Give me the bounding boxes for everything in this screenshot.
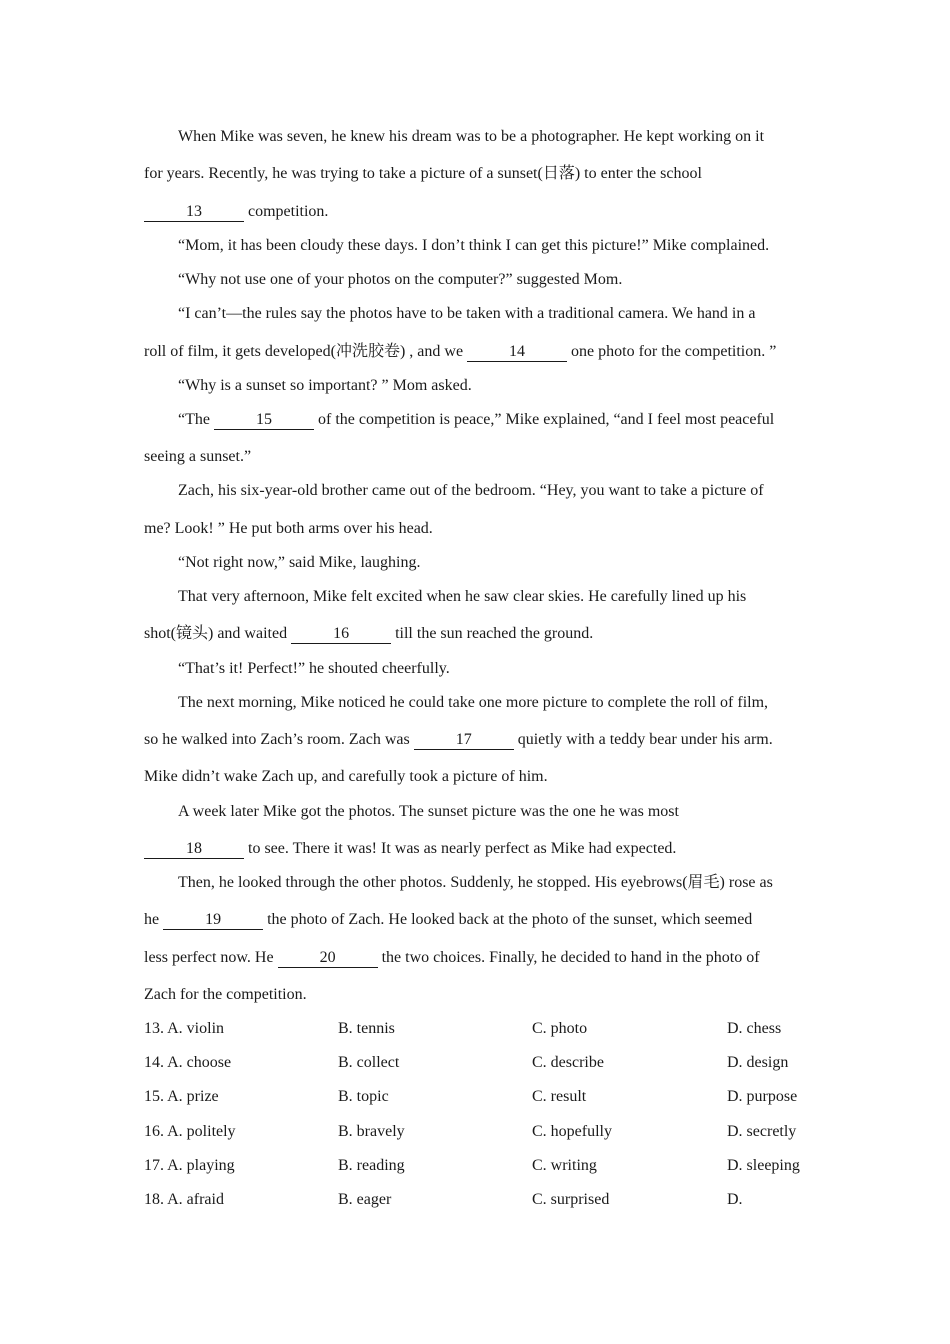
passage-text: till the sun reached the ground. (391, 625, 594, 642)
option-a: 13. A. violin (144, 1020, 225, 1037)
passage-text: of the competition is peace,” Mike explained, “and I feel most peaceful (313, 411, 775, 428)
blank-18: 18 (144, 840, 244, 859)
passage-text: the two choices. Finally, he decided to hand in the photo of (377, 949, 760, 966)
passage-text: so he walked into Zach’s room. Zach was (144, 731, 414, 748)
option-c: C. describe (532, 1054, 604, 1071)
option-a: 18. A. afraid (144, 1191, 224, 1208)
passage-line (144, 730, 773, 750)
passage-text: the photo of Zach. He looked back at the photo of the sunset, which seemed (263, 911, 753, 928)
blank-19: 19 (163, 911, 263, 930)
passage-line: me? Look! ” He put both arms over his head. (144, 520, 433, 537)
passage-text: “The (178, 411, 214, 428)
option-c: C. surprised (532, 1191, 610, 1208)
option-b: B. collect (338, 1054, 400, 1071)
option-c: C. photo (532, 1020, 588, 1037)
passage-line (144, 342, 776, 362)
blank-20: 20 (278, 949, 378, 968)
passage-line (144, 839, 676, 859)
passage-line: A week later Mike got the photos. The sunset picture was the one he was most (178, 803, 679, 820)
passage-line: Mike didn’t wake Zach up, and carefully took a picture of him. (144, 768, 548, 785)
passage-line: for years. Recently, he was trying to take a picture of a sunset(日落) to enter the school (144, 165, 702, 182)
passage-line (178, 410, 774, 430)
option-a: 16. A. politely (144, 1123, 236, 1140)
blank-14: 14 (467, 343, 567, 362)
option-d: D. (727, 1191, 743, 1208)
blank-15: 15 (214, 411, 314, 430)
blank-13: 13 (144, 203, 244, 222)
option-b: B. eager (338, 1191, 392, 1208)
passage-line: Zach for the competition. (144, 986, 307, 1003)
option-b: B. reading (338, 1157, 405, 1174)
option-d: D. sleeping (727, 1157, 800, 1174)
passage-line: Then, he looked through the other photos. Suddenly, he stopped. His eyebrows(眉毛) rose as (178, 874, 773, 891)
passage-text: quietly with a teddy bear under his arm. (513, 731, 773, 748)
option-b: B. tennis (338, 1020, 395, 1037)
blank-17: 17 (414, 731, 514, 750)
option-b: B. topic (338, 1088, 389, 1105)
passage-text: roll of film, it gets developed(冲洗胶卷) , and we (144, 343, 468, 360)
option-c: C. writing (532, 1157, 597, 1174)
blank-16: 16 (291, 625, 391, 644)
passage-line: “Why not use one of your photos on the computer?” suggested Mom. (178, 271, 623, 288)
passage-line: seeing a sunset.” (144, 448, 252, 465)
option-d: D. design (727, 1054, 789, 1071)
passage-line (144, 202, 328, 222)
option-a: 17. A. playing (144, 1157, 235, 1174)
passage-line: When Mike was seven, he knew his dream was to be a photographer. He kept working on it (178, 128, 765, 145)
option-c: C. result (532, 1088, 587, 1105)
option-a: 15. A. prize (144, 1088, 219, 1105)
passage-text: to see. There it was! It was as nearly perfect as Mike had expected. (244, 840, 677, 857)
passage-line: “Mom, it has been cloudy these days. I don’t think I can get this picture!” Mike complained. (178, 237, 770, 254)
passage-line (144, 948, 760, 968)
option-a: 14. A. choose (144, 1054, 232, 1071)
passage-text: one photo for the competition. ” (567, 343, 777, 360)
option-d: D. purpose (727, 1088, 798, 1105)
passage-line (144, 910, 752, 930)
passage-text: he (144, 911, 164, 928)
passage-line: “I can’t—the rules say the photos have to be taken with a traditional camera. We hand in a (178, 305, 756, 322)
passage-line: Zach, his six-year-old brother came out of the bedroom. “Hey, you want to take a picture of (178, 482, 764, 499)
passage-line (144, 624, 593, 644)
passage-line: “Why is a sunset so important? ” Mom asked. (178, 377, 472, 394)
passage-line: The next morning, Mike noticed he could take one more picture to complete the roll of film, (178, 694, 769, 711)
option-b: B. bravely (338, 1123, 405, 1140)
option-c: C. hopefully (532, 1123, 612, 1140)
passage-text: shot(镜头) and waited (144, 625, 292, 642)
option-d: D. chess (727, 1020, 782, 1037)
passage-line: “Not right now,” said Mike, laughing. (178, 554, 421, 571)
passage-text: competition. (244, 203, 329, 220)
passage-line: That very afternoon, Mike felt excited when he saw clear skies. He carefully lined up his (178, 588, 747, 605)
option-d: D. secretly (727, 1123, 797, 1140)
passage-line: “That’s it! Perfect!” he shouted cheerfully. (178, 660, 450, 677)
passage-text: less perfect now. He (144, 949, 278, 966)
